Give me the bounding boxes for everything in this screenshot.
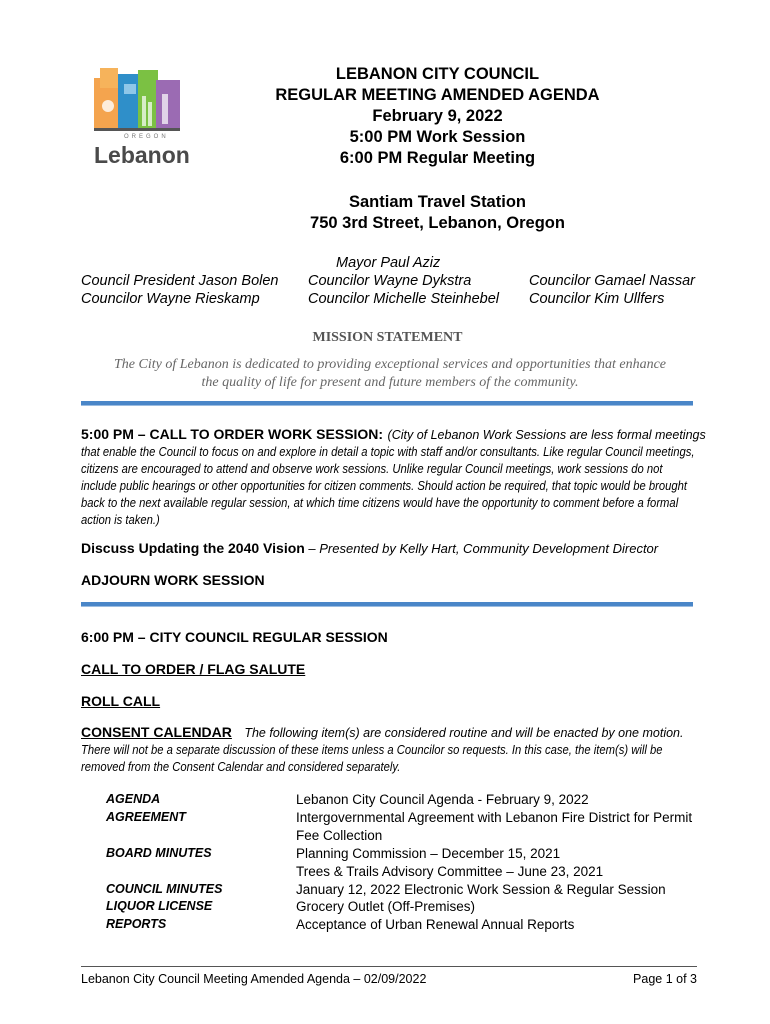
work-session-time: 5:00 PM Work Session [349, 128, 526, 146]
section-divider [81, 401, 693, 406]
consent-item-agreement: Intergovernmental Agreement with Lebanon Fire District for Permit Fee Collection [296, 810, 693, 843]
consent-label-liquor-license: LIQUOR LICENSE [106, 899, 213, 913]
heading-colon: : [378, 426, 384, 442]
consent-item-reports: Acceptance of Urban Renewal Annual Reports [296, 917, 575, 932]
consent-item-agenda: Lebanon City Council Agenda - February 9, 2022 [296, 792, 589, 807]
council-member: Councilor Kim Ullfers [529, 291, 665, 307]
discussion-presenter: – Presented by Kelly Hart, Community Development Director [304, 541, 659, 556]
consent-calendar-heading: CONSENT CALENDAR [81, 724, 232, 740]
adjourn-work-session: ADJOURN WORK SESSION [81, 572, 265, 588]
meeting-date: February 9, 2022 [372, 107, 503, 125]
note-line: removed from the Consent Calendar and considered separately. [81, 760, 401, 774]
regular-session-heading: 6:00 PM – CITY COUNCIL REGULAR SESSION [81, 629, 388, 645]
council-member: Councilor Wayne Dykstra [308, 273, 472, 289]
consent-item-liquor-license: Grocery Outlet (Off-Premises) [296, 899, 476, 914]
consent-calendar-block [81, 724, 721, 776]
note-line: There will not be a separate discussion of these items unless a Councilor so requests. In this case, the item(s) will be [81, 743, 663, 757]
consent-item-council-minutes: January 12, 2022 Electronic Work Session & Regular Session [296, 882, 666, 897]
venue-address: 750 3rd Street, Lebanon, Oregon [310, 214, 565, 232]
section-divider [81, 602, 693, 607]
note-line: include public hearings or other opportunities for citizen comments. Should action be required, that topic would be brought [81, 479, 687, 493]
note-line: back to the next available regular session, at which time citizens would have the opportunity to comment before a formal [81, 496, 679, 510]
consent-heading-line [81, 724, 721, 742]
meeting-title: REGULAR MEETING AMENDED AGENDA [275, 86, 600, 104]
mayor-name: Mayor Paul Aziz [336, 255, 441, 271]
call-to-order-heading: CALL TO ORDER / FLAG SALUTE [81, 661, 306, 677]
logo-wordmark: Lebanon [94, 142, 190, 168]
roll-call-heading: ROLL CALL [81, 693, 161, 709]
footer-divider [81, 966, 697, 967]
consent-note-first: The following item(s) are considered routine and will be enacted by one motion. [244, 726, 684, 740]
consent-label-council-minutes: COUNCIL MINUTES [106, 882, 223, 896]
note-line: that enable the Council to focus on and explore in detail a topic with staff and/or consultants. Like regular Council meetings, [81, 445, 695, 459]
note-line: action is taken.) [81, 513, 160, 527]
discussion-item [81, 540, 658, 558]
work-session-heading-line [81, 426, 721, 444]
council-member: Councilor Gamael Nassar [529, 273, 696, 289]
meeting-location [200, 192, 675, 234]
work-session-block [81, 426, 721, 529]
consent-item-board-minutes: Planning Commission – December 15, 2021 [296, 846, 561, 861]
footer-title: Lebanon City Council Meeting Amended Agenda – 02/09/2022 [81, 972, 427, 986]
mission-line: the quality of life for present and future members of the community. [201, 375, 579, 390]
consent-label-reports: REPORTS [106, 917, 167, 931]
consent-label-agreement: AGREEMENT [106, 810, 186, 824]
consent-note [81, 742, 711, 776]
work-session-note [81, 444, 711, 529]
logo-state-text: OREGON [124, 134, 169, 140]
mission-statement [70, 356, 710, 392]
venue-name: Santiam Travel Station [349, 193, 526, 211]
consent-item-board-minutes: Trees & Trails Advisory Committee – June 23, 2021 [296, 864, 604, 879]
regular-meeting-time: 6:00 PM Regular Meeting [339, 149, 536, 167]
council-member: Council President Jason Bolen [81, 273, 279, 289]
work-session-heading: 5:00 PM – CALL TO ORDER WORK SESSION [81, 426, 379, 442]
council-title: LEBANON CITY COUNCIL [335, 65, 540, 83]
mission-heading: MISSION STATEMENT [312, 330, 463, 345]
work-session-note-first: (City of Lebanon Work Sessions are less formal meetings [387, 428, 706, 442]
city-logo [90, 66, 190, 176]
council-member: Councilor Michelle Steinhebel [308, 291, 500, 307]
discussion-title: Discuss Updating the 2040 Vision [81, 540, 305, 556]
mission-line: The City of Lebanon is dedicated to providing exceptional services and opportunities that enhance [114, 357, 666, 372]
agenda-header [200, 64, 675, 169]
consent-label-agenda: AGENDA [106, 792, 161, 806]
consent-label-board-minutes: BOARD MINUTES [106, 846, 212, 860]
council-member: Councilor Wayne Rieskamp [81, 291, 260, 307]
note-line: citizens are encouraged to attend and observe work sessions. Unlike regular Council meetings, work sessions do not [81, 462, 663, 476]
page-number: Page 1 of 3 [633, 972, 697, 986]
